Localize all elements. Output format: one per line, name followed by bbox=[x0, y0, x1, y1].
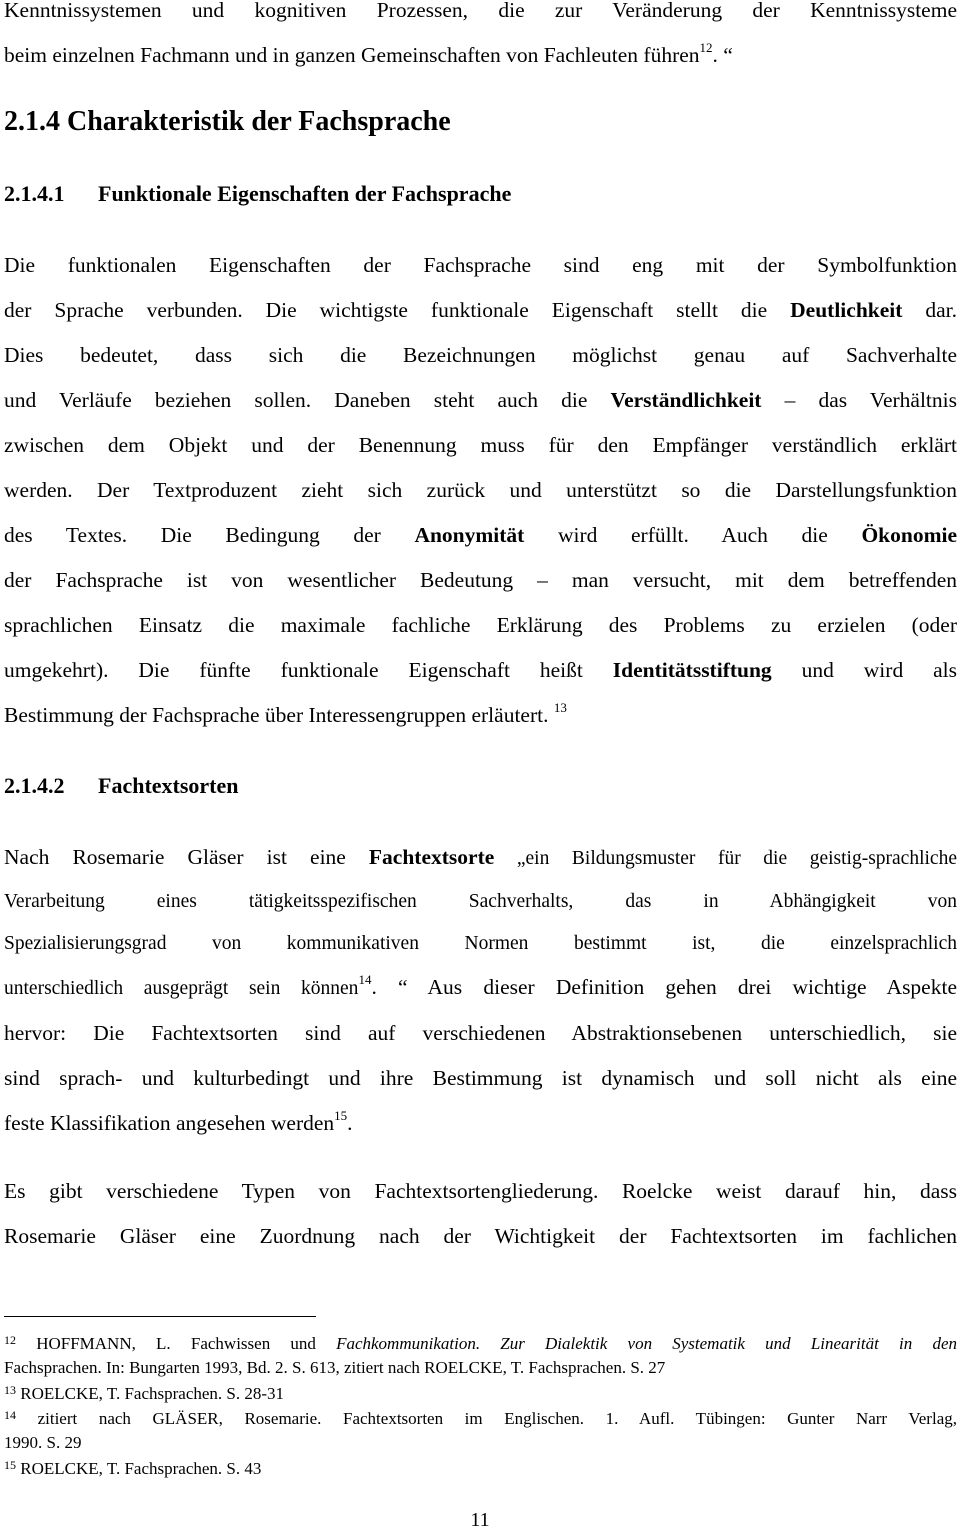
paragraph-functional-properties bbox=[4, 243, 957, 738]
term-anonymitaet: Anonymität bbox=[414, 523, 525, 547]
footnote-ref-15[interactable]: 15 bbox=[334, 1108, 348, 1123]
footnote-ref-12[interactable]: 12 bbox=[699, 40, 713, 55]
text-line: sind sprach- und kulturbedingt und ihre Bestimmung ist dynamisch und soll nicht als eine bbox=[4, 1066, 957, 1090]
footnote-number: 12 bbox=[4, 1333, 16, 1347]
subsection-title: Funktionale Eigenschaften der Fachsprache bbox=[98, 181, 512, 206]
footnote-line: $^{12}$ HOFFMANN, L. Fachwissen und Fachkommunikation. Zur Dialektik von Systematik und Linearität in den bbox=[4, 1333, 957, 1353]
text-line: des Textes. Die Bedingung der Anonymität wird erfüllt. Auch die Ökonomie bbox=[4, 523, 958, 547]
text-line: umgekehrt). Die fünfte funktionale Eigenschaft heißt Identitätsstiftung und wird als bbox=[4, 658, 958, 682]
subsection-number: 2.1.4.2 bbox=[4, 773, 65, 798]
footnote-ref-13[interactable]: 13 bbox=[553, 700, 567, 715]
text-line: hervor: Die Fachtextsorten sind auf verschiedenen Abstraktionsebenen unterschiedlich, sie bbox=[4, 1021, 957, 1045]
footnote-13 bbox=[4, 1382, 957, 1406]
text-line: Verarbeitung eines tätigkeitsspezifischen Sachverhalts, das in Abhängigkeit von bbox=[4, 891, 957, 912]
text-line: unterschiedlich ausgeprägt sein können$^{14}$. “ Aus dieser Definition gehen drei wichtige Aspekte bbox=[4, 972, 957, 999]
text-line: Bestimmung der Fachsprache über Interessengruppen erläutert. $^{13}$ bbox=[4, 700, 567, 727]
footnote-number: 14 bbox=[4, 1408, 16, 1422]
text-line: werden. Der Textproduzent zieht sich zurück und unterstützt so die Darstellungsfunktion bbox=[4, 478, 957, 502]
footnote-separator bbox=[4, 1316, 316, 1317]
footnote-number: 15 bbox=[4, 1458, 16, 1472]
footnote-12 bbox=[4, 1332, 957, 1380]
text-line: sprachlichen Einsatz die maximale fachliche Erklärung des Problems zu erzielen (oder bbox=[4, 613, 957, 637]
footnote-line: $^{15}$ ROELCKE, T. Fachsprachen. S. 43 bbox=[4, 1458, 262, 1478]
paragraph-fachtextsorten bbox=[4, 835, 957, 1146]
term-deutlichkeit: Deutlichkeit bbox=[790, 298, 903, 322]
paragraph-textsortengliederung bbox=[4, 1169, 957, 1259]
subsection-heading-2 bbox=[4, 763, 239, 808]
term-fachtextsorte: Fachtextsorte bbox=[368, 845, 495, 869]
intro-line-1: Kenntnissystemen und kognitiven Prozessen, die zur Veränderung der Kenntnissysteme bbox=[4, 0, 957, 22]
section-heading: 2.1.4 Charakteristik der Fachsprache bbox=[4, 106, 451, 137]
text-line: Die funktionalen Eigenschaften der Fachsprache sind eng mit der Symbolfunktion bbox=[4, 253, 957, 277]
footnote-line: $^{14}$ zitiert nach GLÄSER, Rosemarie. Fachtextsorten im Englischen. 1. Aufl. Tübingen: Gunter Narr Verlag, bbox=[4, 1408, 957, 1428]
term-verstaendlichkeit: Verständlichkeit bbox=[610, 388, 762, 412]
footnote-line: $^{13}$ ROELCKE, T. Fachsprachen. S. 28-31 bbox=[4, 1383, 285, 1403]
subsection-title: Fachtextsorten bbox=[98, 773, 239, 798]
intro-line-2: beim einzelnen Fachmann und in ganzen Gemeinschaften von Fachleuten führen$^{12}$. “ bbox=[4, 40, 733, 67]
intro-paragraph bbox=[4, 0, 957, 78]
text-line: und Verläufe beziehen sollen. Daneben steht auch die Verständlichkeit – das Verhältnis bbox=[4, 388, 957, 412]
footnote-number: 13 bbox=[4, 1383, 16, 1397]
text-line: Es gibt verschiedene Typen von Fachtextsortengliederung. Roelcke weist darauf hin, dass bbox=[4, 1179, 957, 1203]
footnote-15 bbox=[4, 1457, 957, 1481]
text-line: feste Klassifikation angesehen werden$^{15}$. bbox=[4, 1108, 353, 1135]
footnote-line: Fachsprachen. In: Bungarten 1993, Bd. 2. S. 613, zitiert nach ROELCKE, T. Fachsprachen. S. 27 bbox=[4, 1358, 666, 1377]
text-line: Dies bedeutet, dass sich die Bezeichnungen möglichst genau auf Sachverhalte bbox=[4, 343, 957, 367]
term-oekonomie: Ökonomie bbox=[861, 523, 958, 547]
text-line: zwischen dem Objekt und der Benennung muss für den Empfänger verständlich erklärt bbox=[4, 433, 957, 457]
subsection-heading-1 bbox=[4, 171, 511, 216]
text-line: Nach Rosemarie Gläser ist eine Fachtextsorte „ein Bildungsmuster für die geistig-sprachliche bbox=[4, 845, 957, 869]
subsection-number: 2.1.4.1 bbox=[4, 181, 65, 206]
text-line: Spezialisierungsgrad von kommunikativen Normen bestimmt ist, die einzelsprachlich bbox=[4, 933, 957, 954]
footnote-ref-14[interactable]: 14 bbox=[358, 972, 372, 987]
term-identitaetsstiftung: Identitätsstiftung bbox=[612, 658, 772, 682]
text-line: der Fachsprache ist von wesentlicher Bedeutung – man versucht, mit dem betreffenden bbox=[4, 568, 957, 592]
footnote-line: 1990. S. 29 bbox=[4, 1433, 82, 1452]
page-number: 11 bbox=[470, 1509, 490, 1531]
text-line: der Sprache verbunden. Die wichtigste funktionale Eigenschaft stellt die Deutlichkeit dar. bbox=[4, 298, 957, 322]
text-line: Rosemarie Gläser eine Zuordnung nach der Wichtigkeit der Fachtextsorten im fachlichen bbox=[4, 1224, 957, 1248]
footnote-14 bbox=[4, 1407, 957, 1455]
